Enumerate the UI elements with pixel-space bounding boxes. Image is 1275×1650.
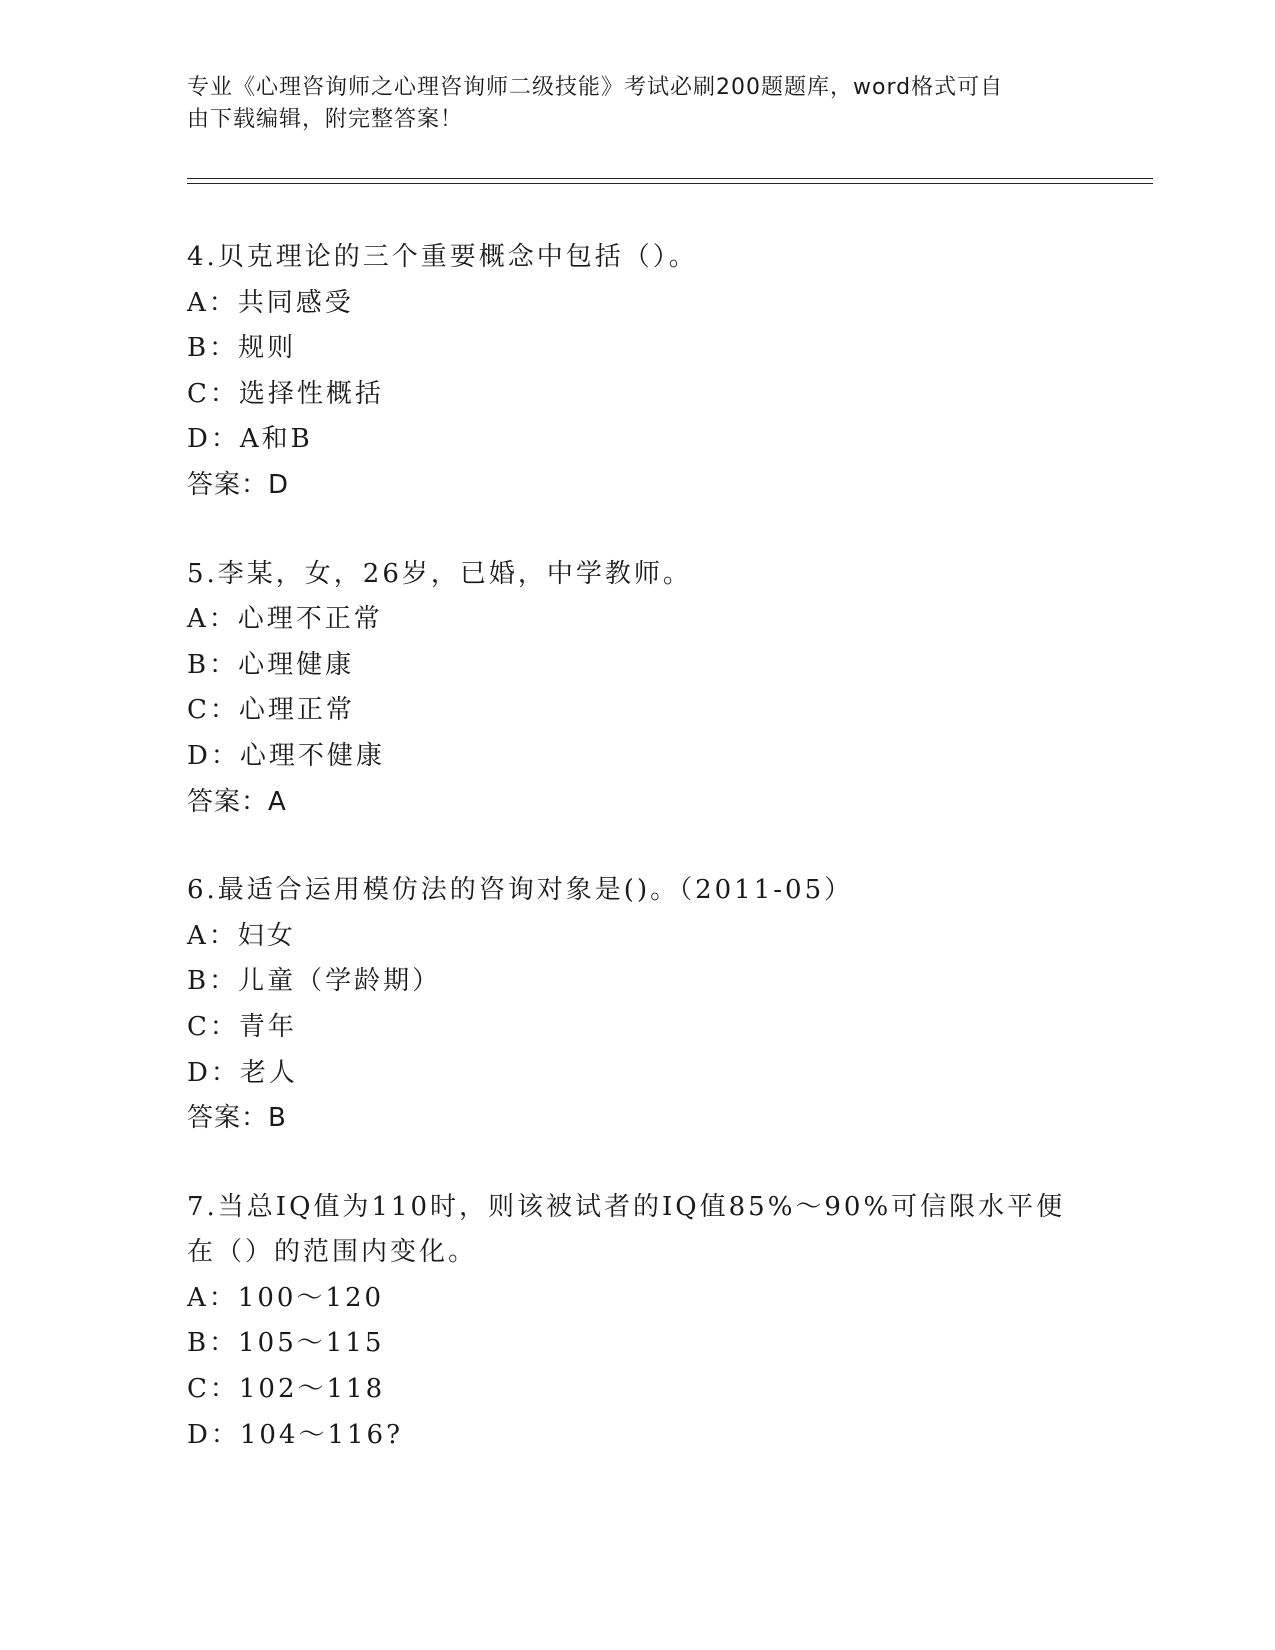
- question-stem-line-2: 在（）的范围内变化。: [187, 1237, 478, 1268]
- option-c: C：青年: [187, 1011, 297, 1042]
- question-stem: 6.最适合运用模仿法的咨询对象是()。（2011-05）: [187, 875, 854, 906]
- option-a: A：妇女: [187, 920, 296, 951]
- option-c: C：心理正常: [187, 695, 355, 726]
- answer-text: 答案：A: [187, 786, 287, 817]
- option-b: B：规则: [187, 333, 297, 364]
- option-c: C：102～118: [187, 1374, 386, 1405]
- header-divider-bottom: [187, 183, 1153, 184]
- header-divider-top: [187, 178, 1153, 179]
- question-7: [187, 1185, 1087, 1459]
- option-b: B：心理健康: [187, 649, 355, 680]
- question-4: [187, 235, 1087, 509]
- option-b: B：儿童（学龄期）: [187, 966, 442, 997]
- question-stem-line-1: 7.当总IQ值为110时，则该被试者的IQ值85%～90%可信限水平便: [187, 1191, 1066, 1222]
- option-d: D：老人: [187, 1057, 298, 1088]
- document-header: [187, 72, 1067, 136]
- option-a: A：100～120: [187, 1282, 385, 1313]
- question-stem: 4.贝克理论的三个重要概念中包括（）。: [187, 242, 698, 272]
- option-a: A：心理不正常: [187, 604, 383, 635]
- header-line-1: 专业《心理咨询师之心理咨询师二级技能》考试必刷200题题库，word格式可自: [187, 75, 1004, 100]
- option-d: D：A和B: [187, 424, 313, 455]
- question-list: [187, 235, 1087, 1501]
- option-b: B：105～115: [187, 1328, 385, 1359]
- answer-text: 答案：B: [187, 1103, 287, 1134]
- answer-text: 答案：D: [187, 469, 290, 500]
- option-a: A：共同感受: [187, 287, 354, 318]
- option-c: C：选择性概括: [187, 378, 384, 409]
- question-6: [187, 868, 1087, 1142]
- question-stem: 5.李某，女，26岁，已婚，中学教师。: [187, 558, 692, 589]
- header-line-2: 由下载编辑，附完整答案！: [187, 107, 464, 132]
- question-5: [187, 552, 1087, 826]
- option-d: D：心理不健康: [187, 740, 385, 771]
- option-d: D：104～116?: [187, 1419, 404, 1450]
